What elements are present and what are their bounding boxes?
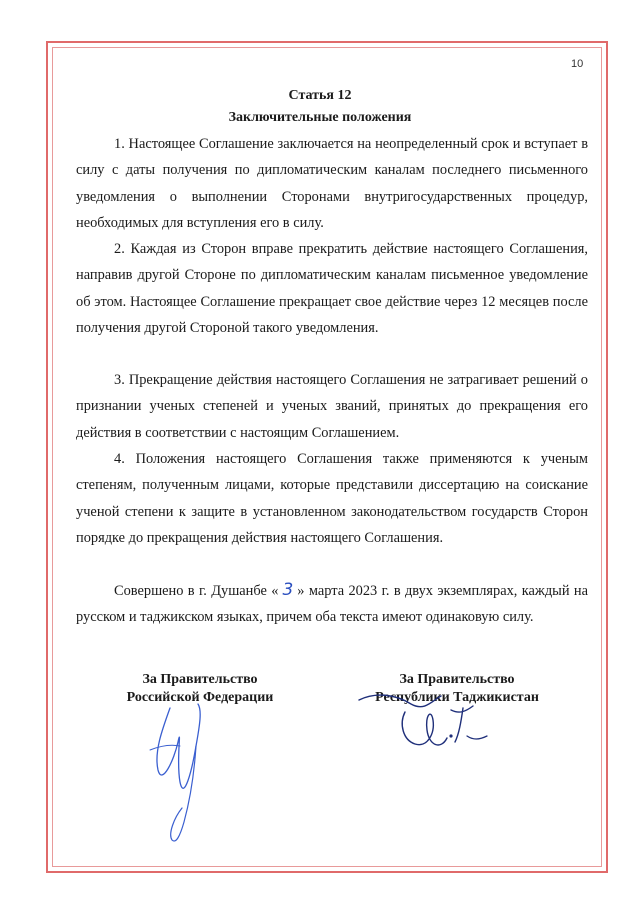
paragraph-3: 3. Прекращение действия настоящего Соглашения не затрагивает решений о признании ученых степеней и ученых званий, принятых до прекращения его действия в соответствии с настоящим Соглашением. bbox=[76, 372, 588, 441]
page-number: 10 bbox=[571, 58, 584, 70]
paragraph-1: 1. Настоящее Соглашение заключается на неопределенный срок и вступает в силу с даты получения по дипломатическим каналам последнего письменного уведомления о выполнении Сторонами внутригосударственных процедур, необходимых для вступления его в силу. bbox=[76, 136, 588, 231]
article-title: Заключительные положения bbox=[228, 110, 412, 125]
signature-left bbox=[140, 690, 230, 850]
paragraph-4: 4. Положения настоящего Соглашения также применяются к ученым степеням, полученным лицами, которые представили диссертацию на соискание ученой степени к защите в установленном законодательством государств Сторон порядке до прекращения действия настоящего Соглашения. bbox=[76, 451, 588, 546]
closing-after-day: » марта 2023 г. в двух экземплярах, каждый на русском и таджикском языках, причем оба текста имеют одинаковую силу. bbox=[76, 583, 588, 626]
closing-before-day: Совершено в г. Душанбе « bbox=[114, 583, 279, 599]
signatory-left-line2: Российской Федерации bbox=[126, 690, 274, 705]
signatory-right-line1: За Правительство bbox=[399, 672, 515, 687]
signatory-left-line1: За Правительство bbox=[142, 672, 258, 687]
signatory-right-line2: Республики Таджикистан bbox=[375, 690, 539, 705]
paragraph-2: 2. Каждая из Сторон вправе прекратить действие настоящего Соглашения, направив другой Стороне по дипломатическим каналам письменное уведомление об этом. Настоящее Соглашение прекращает свое действие через 12 месяцев после получения другой Стороной такого уведомления. bbox=[76, 241, 588, 336]
closing-paragraph bbox=[76, 577, 588, 631]
handwritten-day: 3 bbox=[282, 580, 294, 600]
signature-right bbox=[355, 690, 505, 760]
article-number: Статья 12 bbox=[288, 88, 352, 103]
